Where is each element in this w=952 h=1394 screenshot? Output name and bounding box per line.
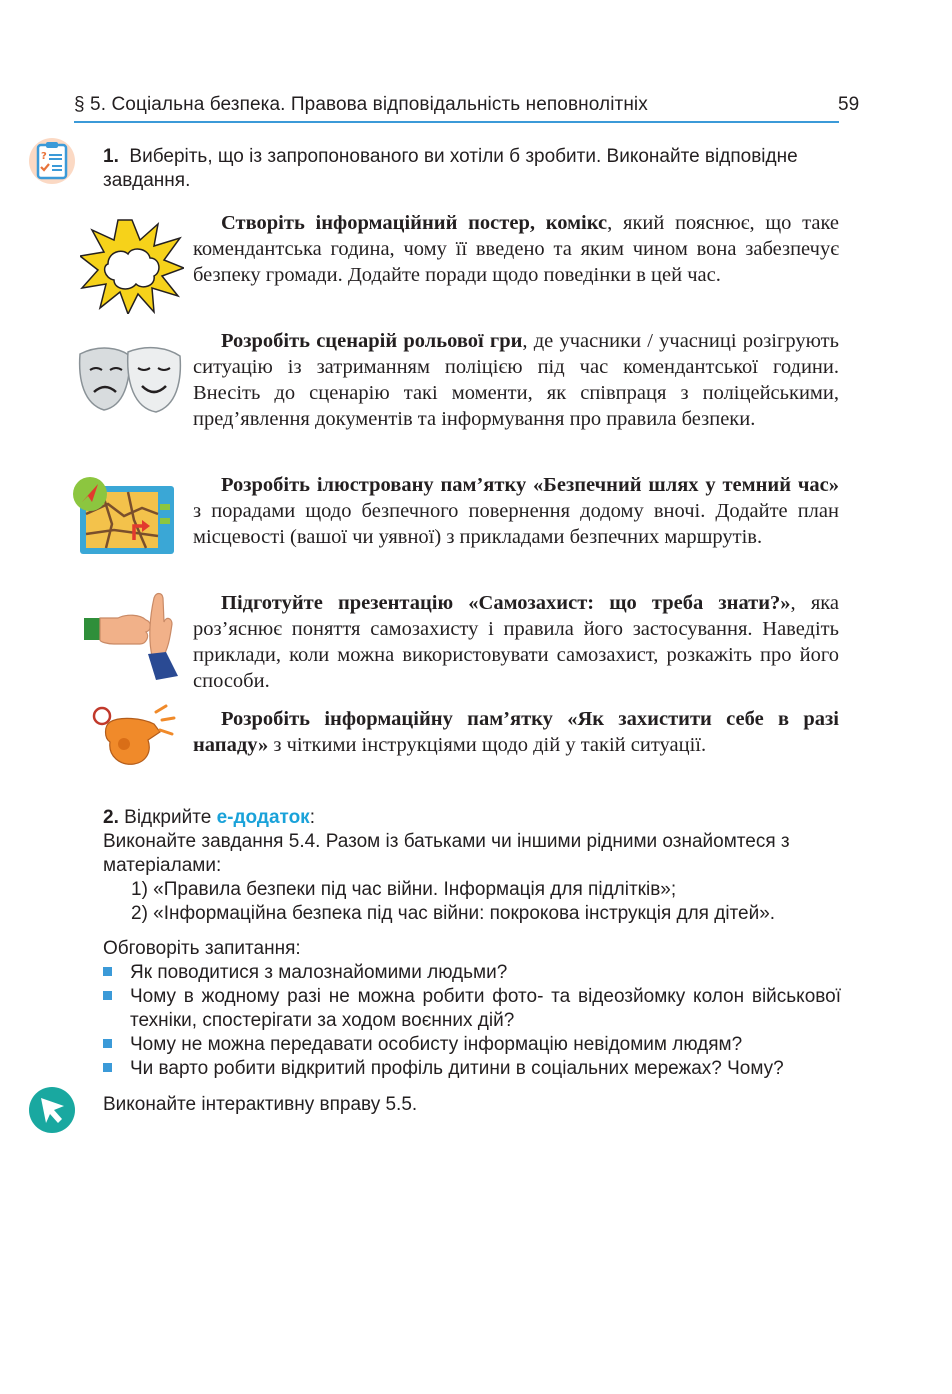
page-header-title: § 5. Соціальна безпека. Правова відповідальність неповнолітніх [74,94,648,115]
header-rule [74,121,839,123]
svg-text:?: ? [41,151,47,162]
task-1-text: Виберіть, що із запропонованого ви хотіли б зробити. Виконайте відповідне завдання. [103,146,798,191]
activity-1-title: Створіть інформаційний постер, комікс [221,212,608,234]
activity-1 [193,210,839,288]
activity-2-title: Розробіть сценарій рольової гри [221,330,523,352]
task-2-number: 2. [103,807,119,828]
task-2-item-2: 2) «Інформаційна безпека під час війни: покрокова інструкція для дітей». [131,903,776,924]
task-2-text: Виконайте завдання 5.4. Разом із батьками чи іншими рідними ознайомтеся з матеріалами: [103,831,790,876]
page-number: 59 [838,94,860,115]
task-2-item-1: 1) «Правила безпеки під час війни. Інформація для підлітків»; [131,879,677,900]
cursor-icon[interactable] [28,1086,76,1134]
activity-3 [193,472,839,550]
activity-4-text: , яка роз’яснює поняття самозахисту і правила його застосування. Наведіть приклади, коли можна використовувати самозахист, розкажіть про його способи. [193,592,839,692]
bullet-icon [103,1039,112,1048]
activity-1-text: , який пояснює, що таке комендантська година, чому її введено та яким чином вона забезпечує безпеку громади. Додайте поради щодо поведінки в цей час. [193,212,839,286]
list-item [103,985,841,1033]
activity-4 [193,590,839,694]
map-icon [72,474,176,556]
activity-5-text: з чіткими інструкціями щодо дій у такій ситуації. [268,734,707,756]
fist-and-palm-icon [82,592,182,680]
activity-5-title: Розробіть інформаційну пам’ятку «Як захистити себе в разі нападу» [193,708,839,756]
task-2-colon: : [309,807,315,828]
task-2-intro: Відкрийте [124,807,212,828]
interactive-exercise-text[interactable]: Виконайте інтерактивну вправу 5.5. [103,1094,418,1115]
bullet-icon [103,991,112,1000]
list-item [103,1033,841,1057]
activity-5 [193,706,839,758]
activity-4-title: Підготуйте презентацію «Самозахист: що треба знати?» [221,592,791,614]
question-2: Чому в жодному разі не можна робити фото- та відеозйомку колон військової техніки, спостерігати за ходом воєнних дій? [130,986,841,1031]
list-item [103,1057,841,1081]
activity-3-text: з порадами щодо безпечного повернення додому вночі. Додайте план місцевості (вашої чи уявної) з прикладами безпечних маршрутів. [193,500,839,548]
checklist-icon [28,137,76,185]
whistle-icon [90,704,176,770]
comic-burst-icon [80,218,184,314]
discussion-questions [103,961,841,1081]
theater-masks-icon [76,344,182,414]
bullet-icon [103,967,112,976]
activity-3-title: Розробіть ілюстровану пам’ятку «Безпечний шлях у темний час» [221,474,839,496]
activity-2-text: , де учасники / учасниці розігрують ситуацію із затриманням поліцією під час комендантської години. Внесіть до сценарію такі моменти, як співпраця з поліцейськими, пред’явлення документів та інформування про правила безпеки. [193,330,839,430]
task-1-number: 1. [103,146,119,167]
question-4: Чи варто робити відкритий профіль дитини в соціальних мережах? Чому? [130,1058,784,1079]
activity-2 [193,328,839,432]
list-item [103,961,841,985]
question-3: Чому не можна передавати особисту інформацію невідомим людям? [130,1034,743,1055]
bullet-icon [103,1063,112,1072]
task-1 [103,145,843,193]
task-2 [103,806,843,926]
question-1: Як поводитися з малознайомими людьми? [130,962,508,983]
e-supplement-link[interactable]: е-додаток [216,807,310,828]
discussion-title: Обговоріть запитання: [103,938,301,959]
